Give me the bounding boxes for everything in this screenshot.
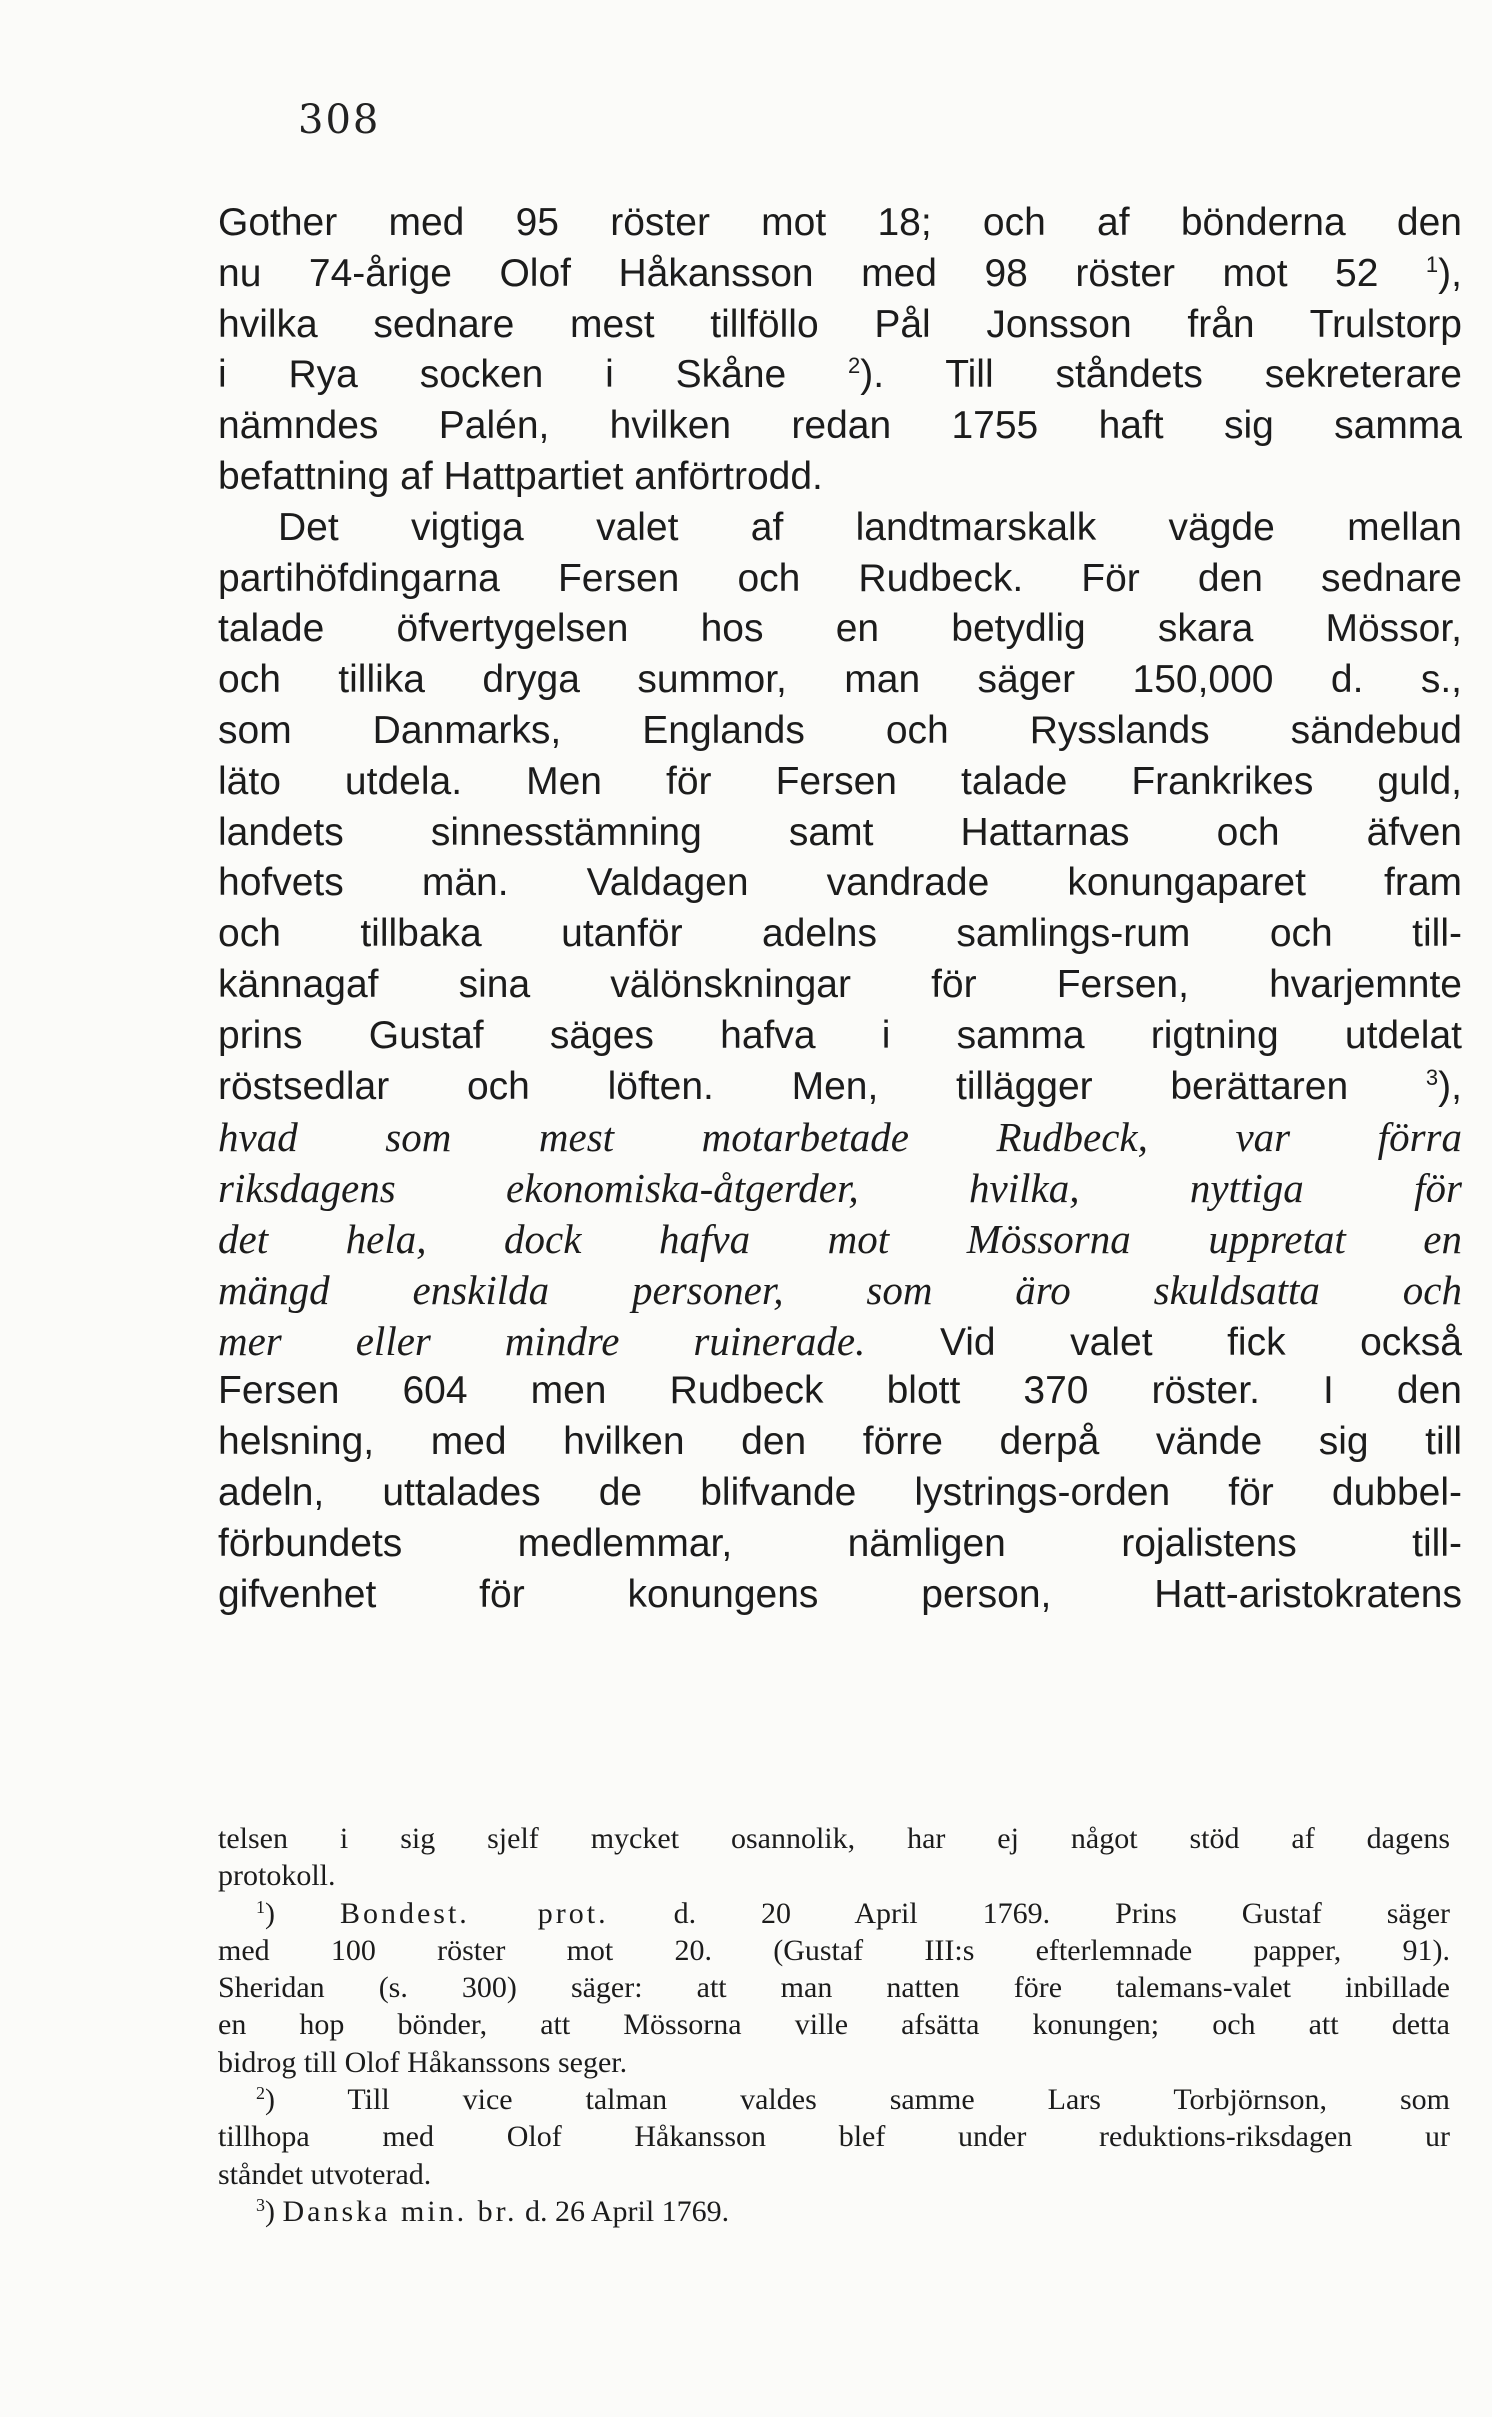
footnote-ref: 1 xyxy=(1425,251,1439,277)
text-line: och tillbaka utanför adelns samlings-rum och till- xyxy=(218,912,1462,956)
text-segment: d. 26 April 1769. xyxy=(517,2194,730,2228)
footnote-line xyxy=(218,2193,1450,2230)
footnote-line: protokoll. xyxy=(218,1859,336,1893)
footnote-line: med 100 röster mot 20. (Gustaf III:s efterlemnade papper, 91). xyxy=(218,1933,1450,1967)
footnote-line: en hop bönder, att Mössorna ville afsätta konungen; och att detta xyxy=(218,2008,1450,2042)
text-segment: ), xyxy=(1438,251,1462,295)
text-line: hvilka sednare mest tillföllo Pål Jonsson från Trulstorp xyxy=(218,302,1462,346)
text-line: partihöfdingarna Fersen och Rudbeck. För den sednare xyxy=(218,556,1462,600)
text-segment: d. 20 April 1769. Prins Gustaf säger xyxy=(608,1896,1450,1930)
footnote-ref: 3 xyxy=(1425,1064,1439,1090)
text-line: gifvenhet för konungens person, Hatt-aristokratens xyxy=(218,1572,1462,1616)
footnote-line: Sheridan (s. 300) säger: att man natten före talemans-valet inbillade xyxy=(218,1971,1450,2005)
text-line: prins Gustaf säges hafva i samma rigtning utdelat xyxy=(218,1013,1462,1057)
footnote-line: bidrog till Olof Håkanssons seger. xyxy=(218,2045,628,2079)
footnote-mark: 1 xyxy=(256,1896,265,1917)
main-text xyxy=(218,198,1462,1620)
italic-line: mängd enskilda personer, som äro skuldsatta och xyxy=(218,1266,1462,1313)
text-segment: Vid valet fick också xyxy=(939,1320,1463,1364)
footnote-line xyxy=(218,1895,1450,1932)
italic-line: det hela, dock hafva mot Mössorna uppretat en xyxy=(218,1215,1462,1262)
footnote-line: tillhopa med Olof Håkansson blef under reduktions-riksdagen ur xyxy=(218,2120,1450,2154)
text-line: adeln, uttalades de blifvande lystrings-orden för dubbel- xyxy=(218,1470,1462,1514)
text-segment: ) xyxy=(265,2194,283,2228)
text-line: Gother med 95 röster mot 18; och af bönderna den xyxy=(218,201,1462,244)
footnote-mark: 3 xyxy=(256,2194,265,2215)
text-segment: ) Till vice talman valdes samme Lars Torbjörnson, som xyxy=(265,2083,1450,2117)
text-segment: ), xyxy=(1438,1064,1462,1108)
text-line: landets sinnesstämning samt Hattarnas och äfven xyxy=(218,810,1462,854)
italic-segment: mer eller mindre ruinerade. xyxy=(218,1317,866,1364)
text-line: befattning af Hattpartiet anförtrodd. xyxy=(218,454,823,498)
footnote-mark: 2 xyxy=(256,2083,265,2104)
spaced-segment: Bondest. prot. xyxy=(339,1896,609,1930)
text-line: och tillika dryga summor, man säger 150,000 d. s., xyxy=(218,658,1462,702)
text-line xyxy=(218,249,1462,300)
text-line: talade öfvertygelsen hos en betydlig skara Mössor, xyxy=(218,607,1462,651)
text-line: läto utdela. Men för Fersen talade Frankrikes guld, xyxy=(218,759,1462,803)
footnote-line: ståndet utvoterad. xyxy=(218,2157,432,2191)
footnote-line: telsen i sig sjelf mycket osannolik, har ej något stöd af dagens xyxy=(218,1822,1450,1855)
text-segment: i Rya socken i Skåne xyxy=(218,353,787,397)
text-line: kännagaf sina välönskningar för Fersen, hvarjemnte xyxy=(218,962,1462,1006)
page-number: 308 xyxy=(298,97,381,143)
footnotes xyxy=(218,1820,1450,2230)
text-line: som Danmarks, Englands och Rysslands sändebud xyxy=(218,708,1462,752)
text-line xyxy=(218,350,1462,401)
text-line: Det vigtiga valet af landtmarskalk vägde mellan xyxy=(278,505,1462,549)
text-segment: nu 74-årige Olof Håkansson med 98 röster mot 52 xyxy=(218,251,1379,295)
text-line: nämndes Palén, hvilken redan 1755 haft sig samma xyxy=(218,404,1462,448)
text-line xyxy=(218,1316,1462,1367)
footnote-line xyxy=(218,2081,1450,2118)
footnote-ref: 2 xyxy=(848,353,861,379)
italic-line: hvad som mest motarbetade Rudbeck, var förra xyxy=(218,1114,1462,1161)
text-segment: ). Till ståndets sekreterare xyxy=(860,353,1462,397)
text-segment: röstsedlar och löften. Men, tillägger berättaren xyxy=(218,1064,1349,1108)
text-line: förbundets medlemmar, nämligen rojalistens till- xyxy=(218,1521,1462,1565)
spaced-segment: Danska min. br. xyxy=(282,2194,518,2228)
text-line: Fersen 604 men Rudbeck blott 370 röster. I den xyxy=(218,1369,1462,1413)
text-segment: ) xyxy=(265,1896,340,1930)
italic-line: riksdagens ekonomiska-åtgerder, hvilka, nyttiga för xyxy=(218,1165,1462,1212)
text-line xyxy=(218,1062,1462,1113)
text-line: helsning, med hvilken den förre derpå vände sig till xyxy=(218,1420,1462,1464)
text-line: hofvets män. Valdagen vandrade konungaparet fram xyxy=(218,861,1462,905)
